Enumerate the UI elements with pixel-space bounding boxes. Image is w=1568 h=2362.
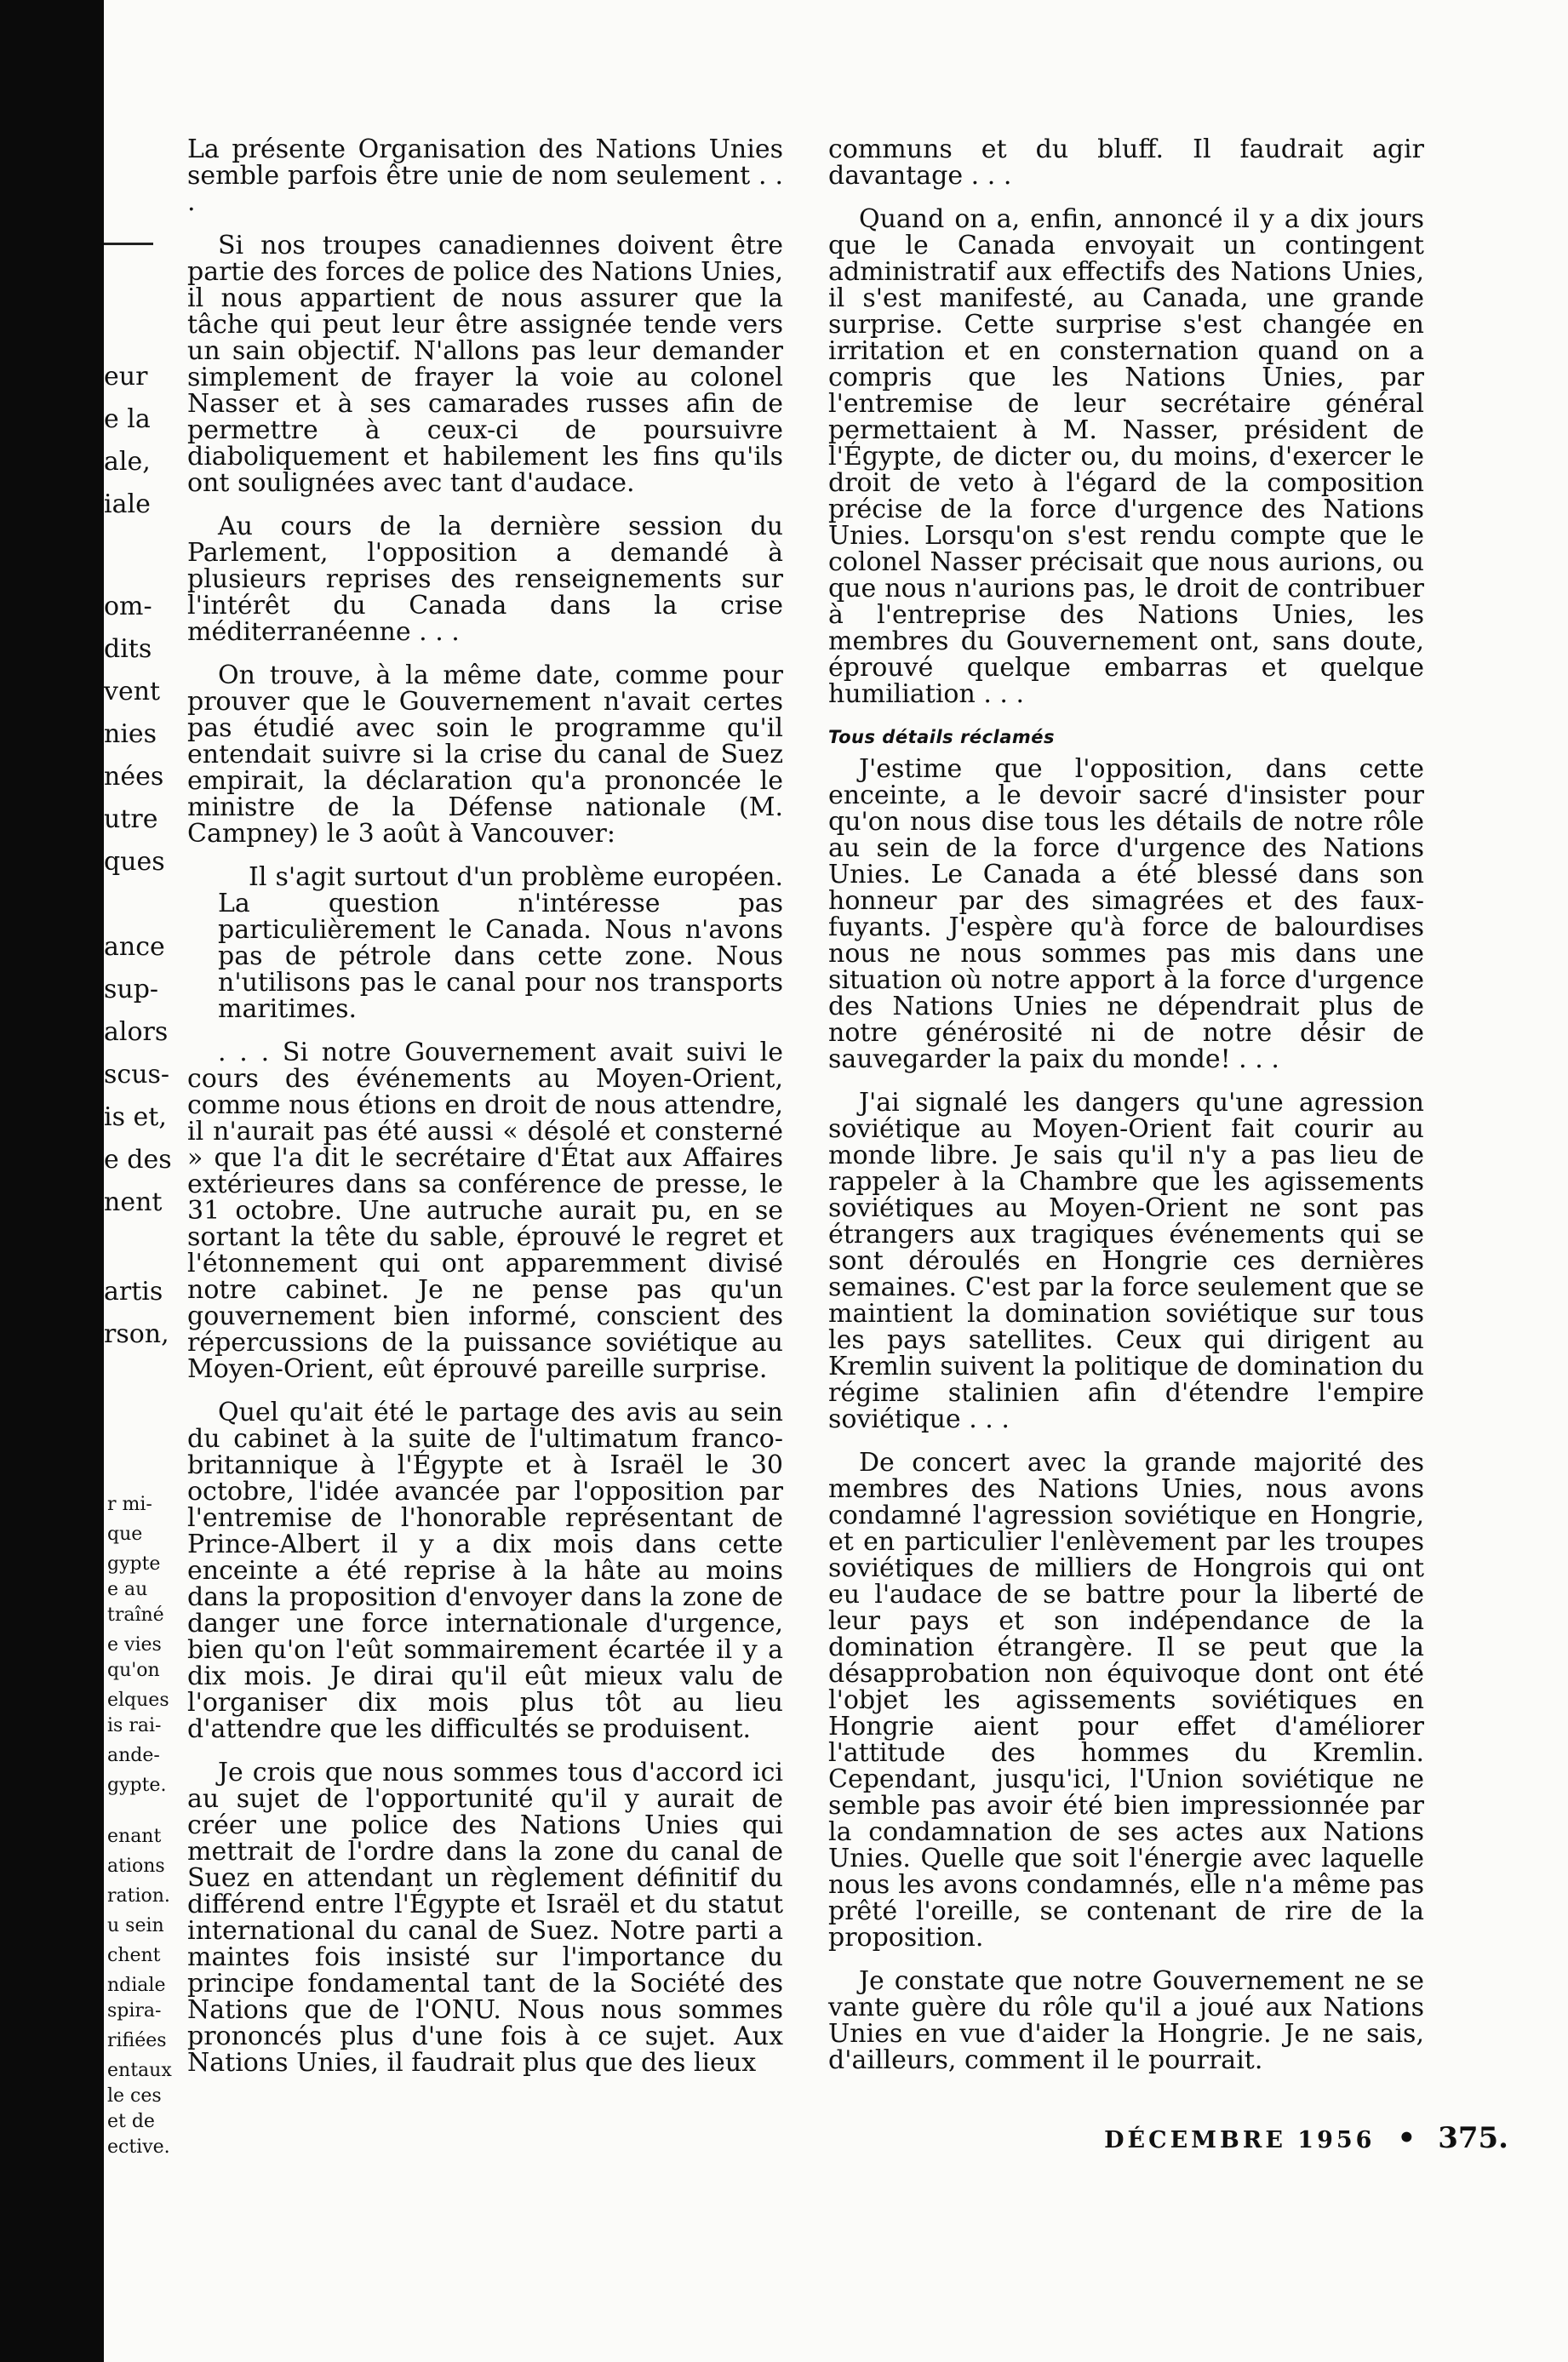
paragraph: Si nos troupes canadiennes doivent être partie des forces de police des Nations Unies, il nous appartient de nous assurer que la tâche qui peut leur être assignée tende vers un sain objectif. N'allons pas leur demander simplement de frayer la voie au colonel Nasser et à ses camarades russes afin de permettre à ceux-ci de poursuivre diaboliquement et habilement les fins qu'ils ont soulignées avec tant d'audace. <box>187 231 783 498</box>
margin-fragment: dits <box>104 634 152 664</box>
margin-fragment: is et, <box>104 1102 167 1132</box>
margin-fragment: chent <box>107 1945 161 1966</box>
margin-fragment: gypte. <box>107 1775 167 1796</box>
paragraph: . . . Si notre Gouvernement avait suivi le cours des événements au Moyen-Orient, comme nous étions en droit de nous attendre, il n'aurait pas été aussi « désolé et consterné » que l'a dit le secrétaire d'État aux Affaires extérieures dans sa conférence de presse, le 31 octobre. Une autruche aurait pu, en se sortant la tête du sable, éprouvé le regret et l'étonnement qui ont apparemment divisé notre cabinet. Je ne pense pas qu'un gouvernement bien informé, conscient des répercussions de la puissance soviétique au Moyen-Orient, eût éprouvé pareille surprise. <box>187 1038 783 1384</box>
margin-fragment: scus- <box>104 1060 170 1089</box>
margin-fragment: ations <box>107 1856 165 1877</box>
adjacent-page-fragments <box>104 0 172 2362</box>
margin-fragment: ration. <box>107 1885 170 1907</box>
right-column <box>828 136 1424 2090</box>
margin-fragment: alors <box>104 1017 169 1047</box>
margin-fragment: om- <box>104 592 152 621</box>
paragraph: La présente Organisation des Nations Unies semble parfois être unie de nom seulement . . . <box>187 134 783 217</box>
paragraph: J'estime que l'opposition, dans cette enceinte, a le devoir sacré d'insister pour qu'on nous dise tous les détails de notre rôle au sein de la force d'urgence des Nations Unies. Le Canada a été blessé dans son honneur par des simagrées et des faux-fuyants. J'espère qu'à force de balourdises nous ne nous sommes pas mis dans une situation où notre apport à la force d'urgence des Nations Unies ne dépendrait plus de notre générosité ni de notre désir de sauvegarder la paix du monde! . . . <box>828 754 1424 1074</box>
margin-fragment: iale <box>104 489 151 519</box>
margin-fragment: e au <box>107 1579 148 1600</box>
margin-fragment: e vies <box>107 1634 162 1656</box>
paragraph: communs et du bluff. Il faudrait agir davantage . . . <box>828 134 1424 191</box>
paragraph: J'ai signalé les dangers qu'une agression soviétique au Moyen-Orient fait courir au monde libre. Je sais qu'il n'y a pas lieu de rappeler à la Chambre que les agissements soviétiques au Moyen-Orient ne sont pas étrangers aux tragiques événements qui se sont déroulés en Hongrie ces dernières semaines. C'est par la force seulement que se maintient la domination soviétique sur tous les pays satellites. Ceux qui dirigent au Kremlin suivent la politique de domination du régime stalinien afin d'étendre l'empire soviétique . . . <box>828 1088 1424 1434</box>
footer-bullet: • <box>1397 2121 1416 2155</box>
paragraph: Quand on a, enfin, annoncé il y a dix jours que le Canada envoyait un contingent administratif aux effectifs des Nations Unies, il s'est manifesté, au Canada, une grande surprise. Cette surprise s'est changée en irritation et en consternation quand on a compris que les Nations Unies, par l'entremise de leur secrétaire général permettaient à M. Nasser, président de l'Égypte, de dicter ou, du moins, d'exercer le droit de veto à l'égard de la composition précise de la force d'urgence des Nations Unies. Lorsqu'on s'est rendu compte que le colonel Nasser précisait que nous aurions, ou que nous n'aurions pas, le droit de contribuer à l'entreprise des Nations Unies, les membres du Gouvernement ont, sans doute, éprouvé quelque embarras et quelque humiliation . . . <box>828 204 1424 709</box>
page-footer <box>1104 2121 1508 2155</box>
margin-fragment: vent <box>104 677 161 706</box>
margin-fragment: artis <box>104 1277 163 1307</box>
section-heading: Tous détails réclamés <box>828 727 1056 747</box>
margin-fragment: eur <box>104 362 148 392</box>
paragraph: Je crois que nous sommes tous d'accord ici au sujet de l'opportunité qu'il y aurait de créer une police des Nations Unies qui mettrait de l'ordre dans la zone du canal de Suez en attendant un règlement définitif du différend entre l'Égypte et Israël et du statut international du canal de Suez. Notre parti a maintes fois insisté sur l'importance du principe fondamental tant de la Société des Nations que de l'ONU. Nous nous sommes prononcés plus d'une fois à ce sujet. Aux Nations Unies, il faudrait plus que des lieux <box>187 1758 783 2078</box>
margin-fragment: ective. <box>107 2136 170 2158</box>
margin-fragment: ques <box>104 847 165 877</box>
margin-fragment: is rai- <box>107 1715 162 1736</box>
issue-date: DÉCEMBRE 1956 <box>1104 2127 1376 2153</box>
left-column <box>187 136 783 2093</box>
fragment-rule <box>104 243 153 245</box>
margin-fragment: rson, <box>104 1319 169 1349</box>
margin-fragment: ance <box>104 932 165 962</box>
margin-fragment: spira- <box>107 2000 162 2022</box>
margin-fragment: traîné <box>107 1604 164 1626</box>
margin-fragment: gypte <box>107 1553 161 1575</box>
paragraph: Au cours de la dernière session du Parlement, l'opposition a demandé à plusieurs reprises des renseignements sur l'intérêt du Canada dans la crise méditerranéenne . . . <box>187 512 783 647</box>
margin-fragment: e la <box>104 404 151 434</box>
margin-fragment: ande- <box>107 1745 160 1766</box>
left-binding-edge <box>0 0 104 2362</box>
margin-fragment: e des <box>104 1145 172 1175</box>
margin-fragment: entaux <box>107 2060 172 2081</box>
margin-fragment: et de <box>107 2111 155 2132</box>
margin-fragment: ale, <box>104 447 151 477</box>
margin-fragment: rifiées <box>107 2030 167 2051</box>
paragraph: Quel qu'ait été le partage des avis au sein du cabinet à la suite de l'ultimatum franco-britannique à l'Égypte et à Israël le 30 octobre, l'idée avancée par l'opposition par l'entremise de l'honorable représentant de Prince-Albert il y a dix mois dans cette enceinte a été reprise à la hâte au moins dans la proposition d'envoyer dans la zone de danger une force internationale d'urgence, bien qu'on l'eût sommairement écartée il y a dix mois. Je dirai qu'il eût mieux valu de l'organiser dix mois plus tôt au lieu d'attendre que les difficultés se produisent. <box>187 1398 783 1744</box>
paragraph: On trouve, à la même date, comme pour prouver que le Gouvernement n'avait certes pas étudié avec soin le programme qu'il entendait suivre si la crise du canal de Suez empirait, la déclaration qu'a prononcée le ministre de la Défense nationale (M. Campney) le 3 août à Vancouver: <box>187 661 783 849</box>
margin-fragment: nent <box>104 1187 163 1217</box>
margin-fragment: utre <box>104 804 158 834</box>
margin-fragment: sup- <box>104 975 159 1004</box>
margin-fragment: qu'on <box>107 1660 160 1681</box>
margin-fragment: nies <box>104 719 157 749</box>
page-number: 375. <box>1438 2121 1508 2155</box>
margin-fragment: enant <box>107 1826 162 1847</box>
quotation: Il s'agit surtout d'un problème européen. La question n'intéresse pas particulièrement le Canada. Nous n'avons pas de pétrole dans cette zone. Nous n'utilisons pas le canal pour nos transports maritimes. <box>218 862 783 1024</box>
paragraph: Je constate que notre Gouvernement ne se vante guère du rôle qu'il a joué aux Nations Unies en vue d'aider la Hongrie. Je ne sais, d'ailleurs, comment il le pourrait. <box>828 1966 1424 2075</box>
margin-fragment: nées <box>104 762 164 792</box>
margin-fragment: que <box>107 1524 143 1545</box>
margin-fragment: elques <box>107 1690 169 1711</box>
margin-fragment: u sein <box>107 1915 164 1936</box>
margin-fragment: ndiale <box>107 1975 166 1996</box>
margin-fragment: r mi- <box>107 1494 152 1515</box>
margin-fragment: le ces <box>107 2085 162 2107</box>
paragraph: De concert avec la grande majorité des membres des Nations Unies, nous avons condamné l'agression soviétique en Hongrie, et en particulier l'enlèvement par les troupes soviétiques de milliers de Hongrois qui ont eu l'audace de se battre pour la liberté de leur pays et son indépendance de la domination étrangère. Il se peut que la désapprobation non équivoque dont ont été l'objet les agissements soviétiques en Hongrie aient pour effet d'améliorer l'attitude des hommes du Kremlin. Cependant, jusqu'ici, l'Union soviétique ne semble pas avoir été bien impressionnée par la condamnation de ses actes aux Nations Unies. Quelle que soit l'énergie avec laquelle nous les avons condamnés, elle n'a même pas prêté l'oreille, se contenant de rire de la proposition. <box>828 1448 1424 1953</box>
